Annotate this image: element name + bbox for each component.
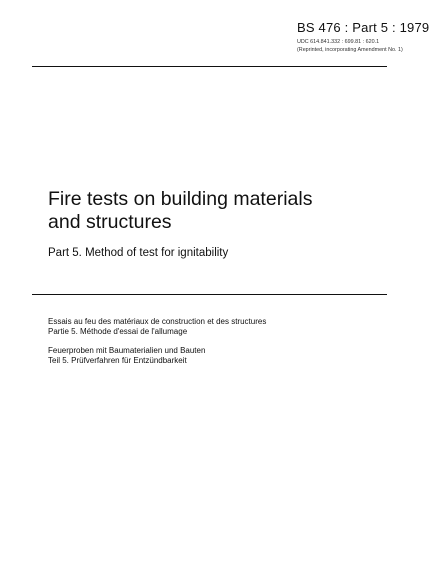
- french-title: Essais au feu des matériaux de construction et des structures: [48, 317, 267, 326]
- document-title: [48, 188, 348, 234]
- udc-classification: UDC 614.841.332 : 699.81 : 620.1: [297, 39, 380, 45]
- part-subtitle: Part 5. Method of test for ignitability: [48, 247, 229, 259]
- german-part-title: Teil 5. Prüfverfahren für Entzündbarkeit: [48, 356, 187, 365]
- french-part-title: Partie 5. Méthode d'essai de l'allumage: [48, 327, 188, 336]
- standard-number: BS 476 : Part 5 : 1979: [297, 20, 429, 35]
- top-rule-divider: [32, 66, 387, 67]
- title-line-2: and structures: [48, 211, 172, 233]
- title-line-1: Fire tests on building materials: [48, 188, 313, 210]
- german-title: Feuerproben mit Baumaterialien und Bauten: [48, 346, 206, 355]
- bottom-rule-divider: [32, 294, 387, 295]
- reprint-note: (Reprinted, incorporating Amendment No. 1): [297, 47, 403, 53]
